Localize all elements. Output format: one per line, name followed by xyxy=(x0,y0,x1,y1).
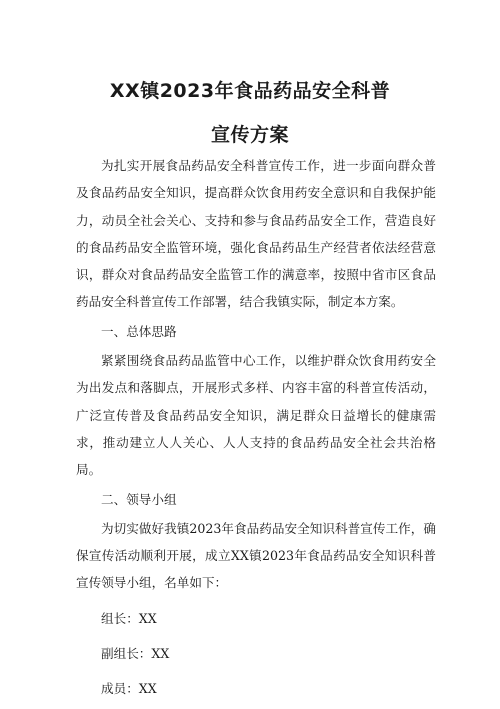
overall-approach-paragraph: 紧紧围绕食品药品监管中心工作，以维护群众饮食用药安全为出发点和落脚点，开展形式多样、内容丰富的科普宣传活动，广泛宣传普及食品药品安全知识，满足群众日益增长的健康需求，推动建立人人关心、人人支持的食品药品安全社会共治格局。 xyxy=(76,353,436,478)
member-deputy-leader: 副组长：XX xyxy=(101,646,170,662)
leadership-group-paragraph: 为切实做好我镇2023年食品药品安全知识科普宣传工作，确保宣传活动顺利开展，成立XX镇2023年食品药品安全知识科普宣传领导小组，名单如下： xyxy=(76,520,436,591)
section-heading-leadership-group: 二、领导小组 xyxy=(101,491,177,507)
member-leader: 组长：XX xyxy=(101,610,157,626)
document-title-line1: XX镇2023年食品药品安全科普 xyxy=(109,80,391,102)
document-title-line2: 宣传方案 xyxy=(210,124,289,146)
member-members: 成员：XX xyxy=(101,681,157,697)
intro-paragraph: 为扎实开展食品药品安全科普宣传工作，进一步面向群众普及食品药品安全知识，提高群众饮食用药安全意识和自我保护能力，动员全社会关心、支持和参与食品药品安全工作，营造良好的食品药品安全监管环境，强化食品药品生产经营者依法经营意识，群众对食品药品安全监管工作的满意率，按照中省市区食品药品安全科普宣传工作部署，结合我镇实际，制定本方案。 xyxy=(76,158,436,310)
section-heading-overall-approach: 一、总体思路 xyxy=(101,323,177,339)
document-body xyxy=(76,152,436,709)
